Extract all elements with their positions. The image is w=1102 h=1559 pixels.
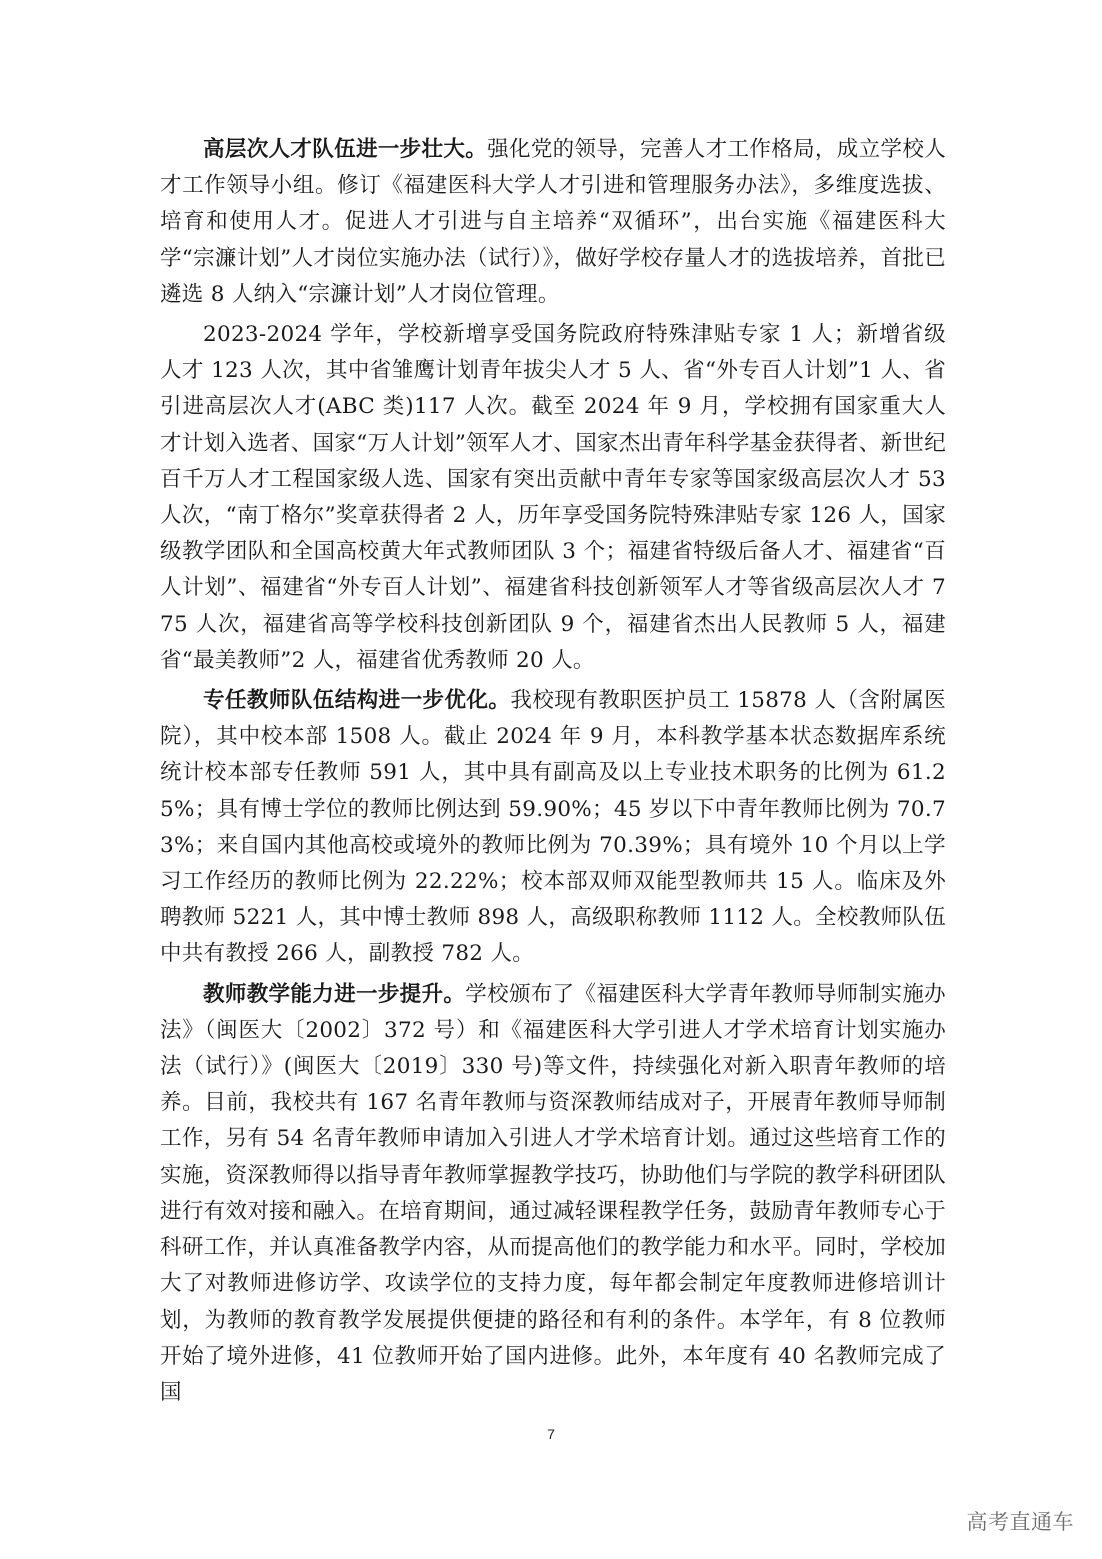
paragraph-text: 2023-2024 学年，学校新增享受国务院政府特殊津贴专家 1 人；新增省级人才 123 人次，其中省雏鹰计划青年拔尖人才 5 人、省“外专百人计划”1 人、省引进高层次人才(ABC 类)117 人次。截至 2024 年 9 月，学校拥有国家重大人才计划入选者、国家“万人计划”领军人才、国家杰出青年科学基金获得者、新世纪百千万人才工程国家级人选、国家有突出贡献中青年专家等国家级高层次人才 53 人次，“南丁格尔”奖章获得者 2 人，历年享受国务院特殊津贴专家 126 人，国家级教学团队和全国高校黄大年式教师团队 3 个；福建省特级后备人才、福建省“百人计划”、福建省“外专百人计划”、福建省科技创新领军人才等省级高层次人才 775 人次，福建省高等学校科技创新团队 9 个，福建省杰出人民教师 5 人，福建省“最美教师”2 人，福建省优秀教师 20 人。 [160, 322, 946, 673]
paragraph-teacher-structure [160, 683, 946, 973]
paragraph-heading: 教师教学能力进一步提升。 [203, 981, 466, 1007]
paragraph-talent-team [160, 132, 946, 313]
paragraph-text: 我校现有教职医护员工 15878 人（含附属医院），其中校本部 1508 人。截止 2024 年 9 月，本科教学基本状态数据库系统统计校本部专任教师 591 人，其中具有副高及以上专业技术职务的比例为 61.25%；具有博士学位的教师比例达到 59.90%；45 岁以下中青年教师比例为 70.73%；来自国内其他高校或境外的教师比例为 70.39%；具有境外 10 个月以上学习工作经历的教师比例为 22.22%；校本部双师双能型教师共 15 人。临床及外聘教师 5221 人，其中博士教师 898 人，高级职称教师 1112 人。全校教师队伍中共有教授 266 人，副教授 782 人。 [160, 688, 947, 967]
paragraph-talent-statistics [160, 317, 946, 679]
document-body [160, 132, 946, 1415]
watermark-text: 高考直通车 [966, 1510, 1074, 1534]
paragraph-text: 强化党的领导，完善人才工作格局，成立学校人才工作领导小组。修订《福建医科大学人才引进和管理服务办法》，多维度选拔、培育和使用人才。促进人才引进与自主培养“双循环”，出台实施《福建医科大学“宗濂计划”人才岗位实施办法（试行）》，做好学校存量人才的选拔培养，首批已遴选 8 人纳入“宗濂计划”人才岗位管理。 [160, 137, 946, 307]
paragraph-teaching-ability [160, 977, 946, 1411]
page-number: 7 [547, 1426, 555, 1442]
paragraph-heading: 专任教师队伍结构进一步优化。 [203, 688, 511, 714]
paragraph-heading: 高层次人才队伍进一步壮大。 [203, 137, 488, 162]
paragraph-text: 学校颁布了《福建医科大学青年教师导师制实施办法》（闽医大〔2002〕372 号）和《福建医科大学引进人才学术培育计划实施办法（试行）》(闽医大〔2019〕330 号)等文件，持续强化对新入职青年教师的培养。目前，我校共有 167 名青年教师与资深教师结成对子，开展青年教师导师制工作，另有 54 名青年教师申请加入引进人才学术培育计划。通过这些培育工作的实施，资深教师得以指导青年教师掌握教学技巧，协助他们与学院的教学科研团队进行有效对接和融入。在培育期间，通过减轻课程教学任务，鼓励青年教师专心于科研工作，并认真准备教学内容，从而提高他们的教学能力和水平。同时，学校加大了对教师进修访学、攻读学位的支持力度，每年都会制定年度教师进修培训计划，为教师的教育教学发展提供便捷的路径和有利的条件。本学年，有 8 位教师开始了境外进修，41 位教师开始了国内进修。此外，本年度有 40 名教师完成了国 [160, 981, 946, 1405]
